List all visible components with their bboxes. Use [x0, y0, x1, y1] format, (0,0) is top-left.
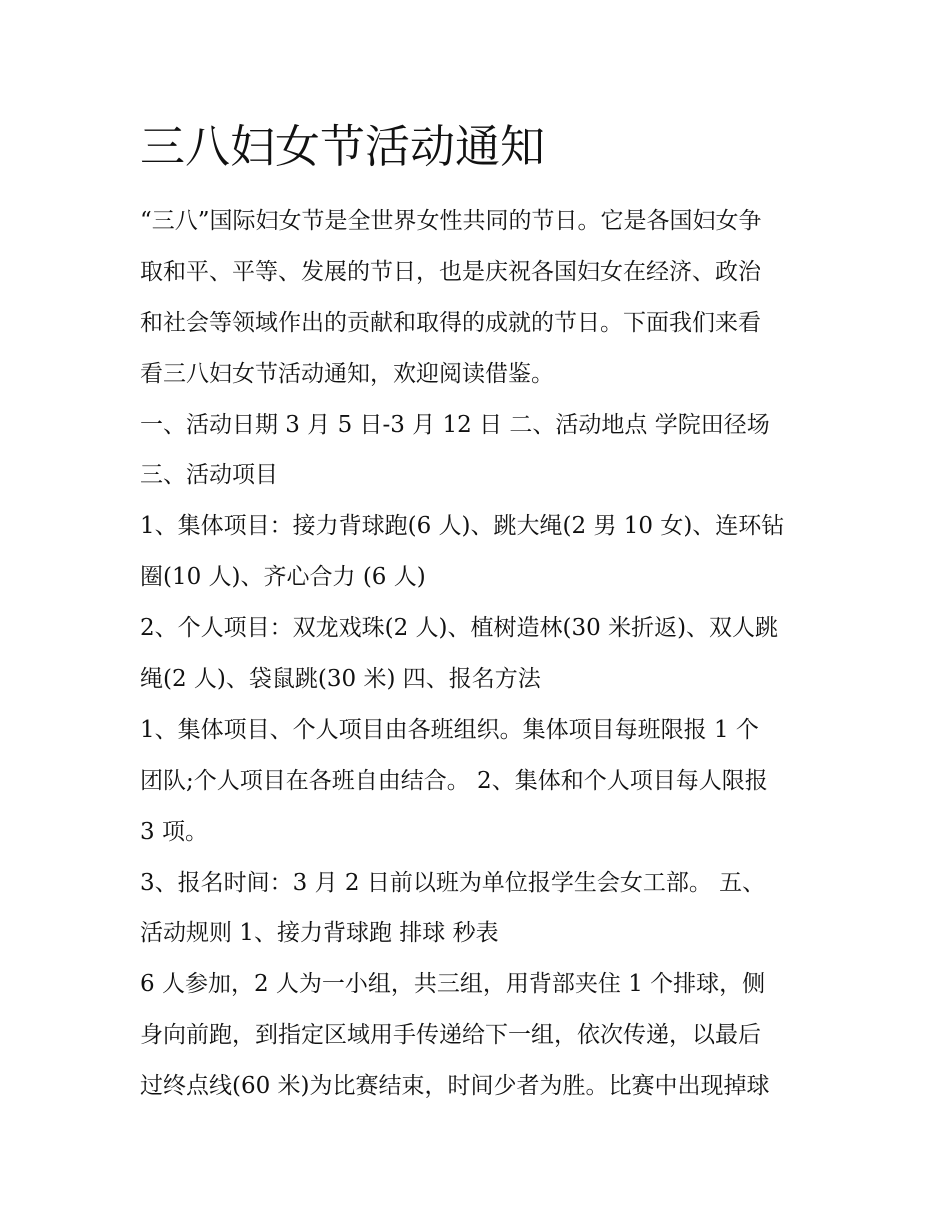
paragraph-line: 2、个人项目：双龙戏珠(2 人)、植树造林(30 米折返)、双人跳 — [140, 615, 779, 642]
paragraph-line: 圈(10 人)、齐心合力 (6 人) — [140, 564, 426, 591]
paragraph-line: 取和平、平等、发展的节日，也是庆祝各国妇女在经济、政治 — [140, 258, 761, 285]
paragraph-line: 和社会等领域作出的贡献和取得的成就的节日。下面我们来看 — [140, 309, 761, 336]
paragraph-line: 团队;个人项目在各班自由结合。 2、集体和个人项目每人限报 — [140, 767, 768, 794]
paragraph-line: 活动规则 1、接力背球跑 排球 秒表 — [140, 920, 499, 947]
paragraph-line: 3 项。 — [140, 818, 208, 845]
paragraph-line: 一、活动日期 3 月 5 日-3 月 12 日 二、活动地点 学院田径场 — [140, 411, 770, 438]
paragraph-line: “三八”国际妇女节是全世界女性共同的节日。它是各国妇女争 — [140, 208, 762, 234]
paragraph-line: 3、报名时间：3 月 2 日前以班为单位报学生会女工部。 五、 — [140, 869, 766, 896]
page-title: 三八妇女节活动通知 — [140, 120, 546, 173]
paragraph-line: 过终点线(60 米)为比赛结束，时间少者为胜。比赛中出现掉球 — [140, 1073, 770, 1100]
paragraph-line: 1、集体项目：接力背球跑(6 人)、跳大绳(2 男 10 女)、连环钻 — [140, 513, 785, 540]
paragraph-line: 看三八妇女节活动通知，欢迎阅读借鉴。 — [140, 360, 554, 387]
paragraph-line: 1、集体项目、个人项目由各班组织。集体项目每班限报 1 个 — [140, 716, 759, 743]
paragraph-line: 三、活动项目 — [140, 462, 278, 489]
paragraph-line: 身向前跑，到指定区域用手传递给下一组，依次传递，以最后 — [140, 1022, 761, 1049]
paragraph-line: 绳(2 人)、袋鼠跳(30 米) 四、报名方法 — [140, 666, 541, 693]
paragraph-line: 6 人参加，2 人为一小组，共三组，用背部夹住 1 个排球，侧 — [140, 971, 766, 998]
document-body — [140, 196, 820, 1112]
